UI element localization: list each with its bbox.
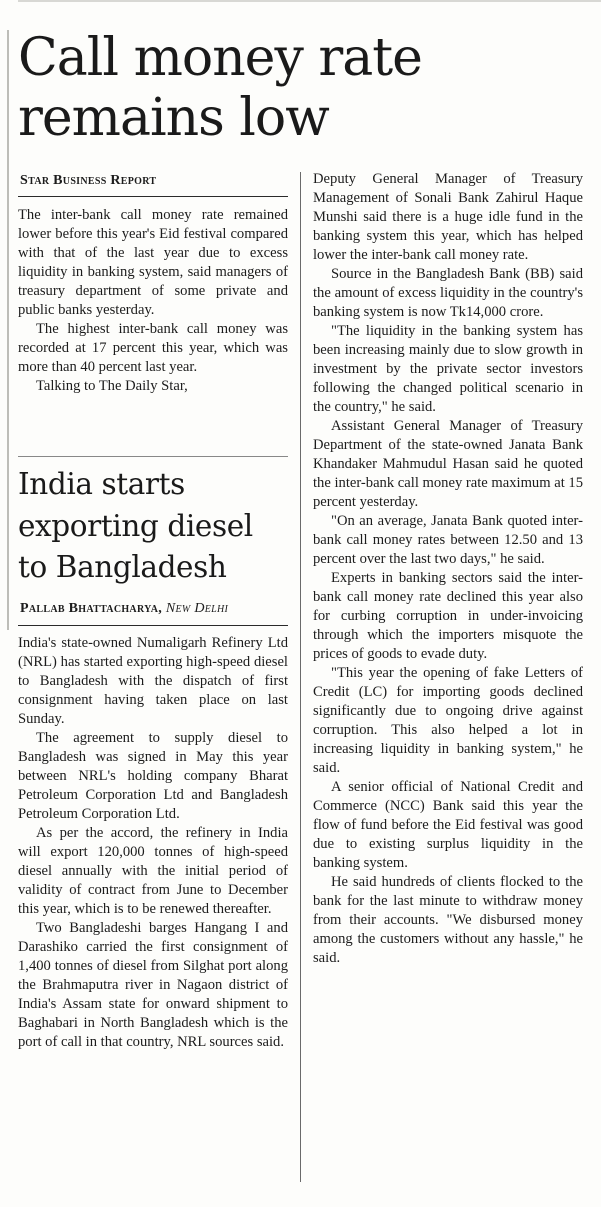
paragraph: Two Bangladeshi barges Hangang I and Darashiko carried the first consignment of 1,400 tonnes of diesel from Silghat port along the Brahmaputra river in Nagaon district of India's Assam state for onward shipment to Baghabari in North Bangladesh which is the port of call in that country, NRL sources said. — [18, 920, 288, 1050]
story2-column — [18, 634, 288, 1052]
paragraph: A senior official of National Credit and Commerce (NCC) Bank said this year the flow of fund before the Eid festival was good due to existing surplus liquidity in the banking system. — [313, 779, 583, 871]
byline-author: Pallab Bhattacharya, — [20, 601, 163, 616]
paragraph: "The liquidity in the banking system has been increasing mainly due to slow growth in investment by the private sector investors following the changed political scenario in the country," he said. — [313, 323, 583, 415]
paragraph: As per the accord, the refinery in India will export 120,000 tonnes of high-speed diesel annually with the initial period of validity of contract from June to December this year, which is to be renewed thereafter. — [18, 825, 288, 917]
paragraph: Assistant General Manager of Treasury Department of the state-owned Janata Bank Khandaker Mahmudul Hasan said he quoted the inter-bank call money rate maximum at 15 percent yesterday. — [313, 418, 584, 510]
paragraph: "This year the opening of fake Letters of Credit (LC) for importing goods declined significantly due to ongoing drive against corruption. This also helped a lot in increasing liquidity in banking system," he said. — [313, 665, 583, 776]
paragraph: "On an average, Janata Bank quoted inter-bank call money rates between 12.50 and 13 percent over the last two days," he said. — [313, 513, 583, 567]
paragraph: The agreement to supply diesel to Bangladesh was signed in May this year between NRL's holding company Bharat Petroleum Corporation Ltd and Bangladesh Petroleum Corporation Ltd. — [18, 730, 288, 822]
paragraph: India's state-owned Numaligarh Refinery Ltd (NRL) has started exporting high-speed diesel to Bangladesh with the dispatch of first consignment having taken place on last Sunday. — [18, 635, 288, 727]
headline-call-money-rate: Call money rate remains low — [18, 28, 422, 148]
byline-pallab — [20, 601, 228, 617]
story1-column-1 — [18, 206, 288, 396]
top-page-edge — [18, 0, 601, 2]
column-divider — [300, 172, 301, 1182]
byline-star-business-report: Star Business Report — [20, 173, 157, 188]
byline-rule-2 — [18, 625, 288, 626]
paragraph: Deputy General Manager of Treasury Management of Sonali Bank Zahirul Haque Munshi said there is a huge idle fund in the banking system this year, which has helped lower the inter-bank call money rate. — [313, 171, 583, 263]
byline-rule — [18, 196, 288, 197]
paragraph: Experts in banking sectors said the inter-bank call money rate declined this year also for curbing corruption in under-invoicing through which the importers misquote the prices of goods to evade duty. — [313, 570, 583, 662]
paragraph: Talking to The Daily Star, — [36, 378, 188, 394]
paragraph: The inter-bank call money rate remained lower before this year's Eid festival compared with that of the last year due to excess liquidity in banking system, said managers of treasury department of some private and public banks yesterday. — [18, 207, 288, 318]
paragraph: He said hundreds of clients flocked to the bank for the last minute to withdraw money from their accounts. "We disbursed money among the customers without any hassle," he said. — [313, 874, 583, 966]
story-separator — [18, 456, 288, 457]
paragraph: The highest inter-bank call money was recorded at 17 percent this year, which was more than 40 percent last year. — [18, 321, 288, 375]
page-edge-line — [7, 30, 9, 630]
paragraph: Source in the Bangladesh Bank (BB) said the amount of excess liquidity in the country's banking system is now Tk14,000 crore. — [313, 266, 583, 320]
byline-location: New Delhi — [165, 601, 229, 616]
story1-column-2 — [313, 170, 583, 968]
headline-india-diesel: India starts exporting diesel to Bangladesh — [18, 467, 253, 584]
